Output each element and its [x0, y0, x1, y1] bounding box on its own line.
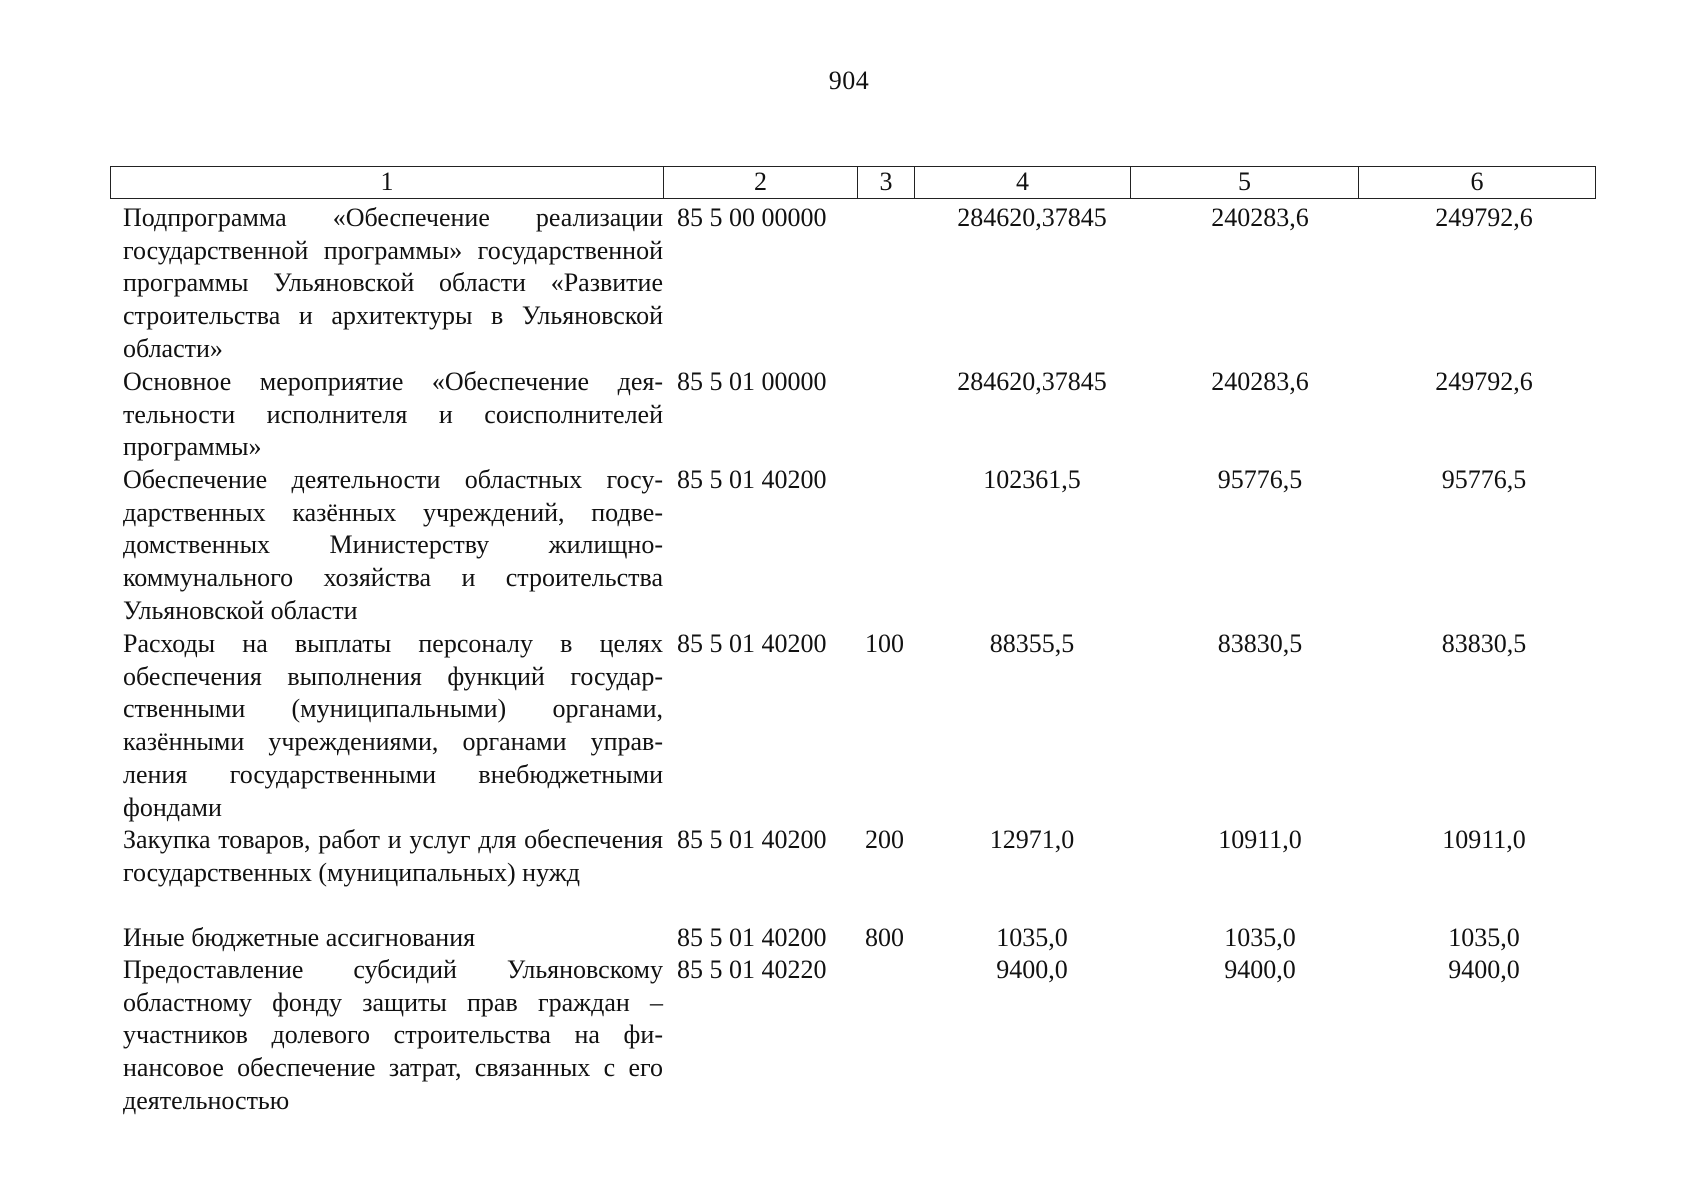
row-code: 85 5 01 00000 [677, 367, 827, 396]
row-name: Иные бюджетные ассигнования [123, 923, 476, 952]
column-header-6: 6 [1358, 167, 1595, 198]
page-number: 904 [828, 66, 870, 95]
row-value-col4: 12971,0 [989, 825, 1075, 854]
row-code: 85 5 01 40200 [677, 825, 827, 854]
row-value-col5: 83830,5 [1217, 629, 1303, 658]
row-value-col6: 10911,0 [1442, 825, 1526, 854]
column-header-1: 1 [380, 167, 394, 196]
row-value-col6: 249792,6 [1435, 367, 1533, 396]
row-value-col4: 1035,0 [996, 923, 1068, 952]
column-header-4: 4 [914, 167, 1130, 198]
row-value-col4: 88355,5 [989, 629, 1075, 658]
row-code: 85 5 01 40200 [677, 629, 827, 658]
row-value-col4: 284620,37845 [957, 367, 1107, 396]
column-header-3: 3 [857, 167, 914, 198]
row-value-col4: 284620,37845 [957, 203, 1107, 232]
row-value-col5: 9400,0 [1224, 955, 1296, 984]
row-expense-type: 800 [865, 923, 904, 952]
row-value-col6: 95776,5 [1441, 465, 1527, 494]
row-value-col5: 240283,6 [1211, 203, 1309, 232]
row-code: 85 5 01 40200 [677, 923, 827, 952]
row-name: Подпрограмма «Обеспечение реализации государственной программы» государственной программы Ульяновской области «Развитие строительства и архитектуры в Ульяновской области» [123, 203, 663, 363]
row-value-col6: 249792,6 [1435, 203, 1533, 232]
table-header [110, 166, 1596, 199]
row-name: Основное мероприятие «Обеспечение деятельности исполнителя и соисполнителей программы» [123, 367, 663, 462]
row-value-col5: 1035,0 [1224, 923, 1296, 952]
row-value-col5: 10911,0 [1218, 825, 1302, 854]
row-name: Обеспечение деятельности областных государственных казённых учреждений, подведомственных Министерству жилищно-коммунального хозяйства и строительства Ульяновской области [123, 465, 663, 625]
row-value-col6: 9400,0 [1448, 955, 1520, 984]
row-expense-type: 200 [865, 825, 904, 854]
row-name: Предоставление субсидий Ульяновскому областному фонду защиты прав граждан – участников долевого строительства на финансовое обеспечение затрат, связанных с его деятельностью [123, 955, 663, 1115]
row-name: Закупка товаров, работ и услуг для обеспечения государственных (муниципальных) нужд [123, 825, 663, 887]
row-value-col4: 9400,0 [996, 955, 1068, 984]
row-code: 85 5 01 40220 [677, 955, 827, 984]
row-expense-type: 100 [865, 629, 904, 658]
row-name: Расходы на выплаты персоналу в целях обеспечения выполнения функций государственными (муниципальными) органами, казёнными учреждениями, органами управления государственными внебюджетными фондами [123, 629, 663, 822]
row-code: 85 5 00 00000 [677, 203, 827, 232]
row-value-col6: 1035,0 [1448, 923, 1520, 952]
row-value-col5: 240283,6 [1211, 367, 1309, 396]
row-value-col4: 102361,5 [983, 465, 1081, 494]
column-header-2: 2 [663, 167, 857, 198]
row-value-col5: 95776,5 [1217, 465, 1303, 494]
row-value-col6: 83830,5 [1441, 629, 1527, 658]
column-header-5: 5 [1130, 167, 1358, 198]
row-code: 85 5 01 40200 [677, 465, 827, 494]
